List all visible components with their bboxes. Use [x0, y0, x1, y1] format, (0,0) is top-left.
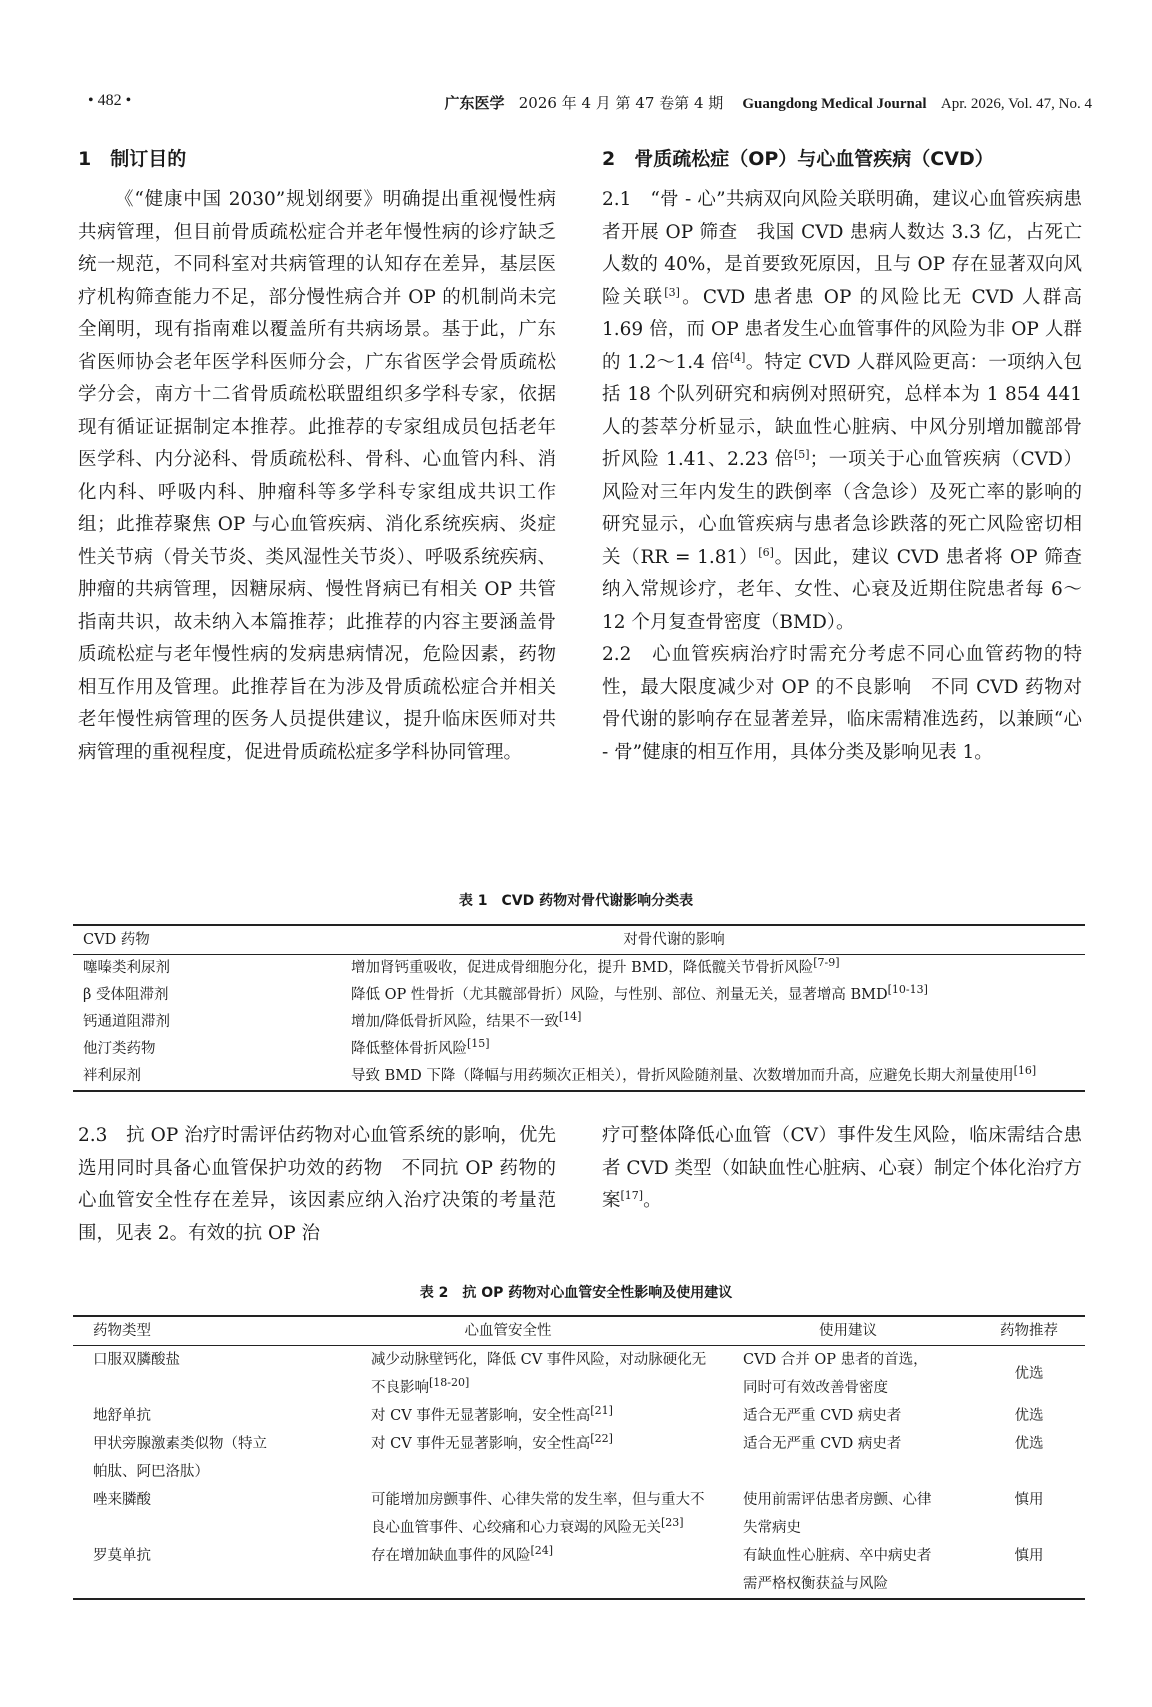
journal-info — [444, 92, 1092, 113]
table-row: 噻嗪类利尿剂 增加肾钙重吸收，促进成骨细胞分化，提升 BMD，降低髋关节骨折风险[7-9] — [83, 956, 840, 976]
table-row: 钙通道阻滞剂 增加/降低骨折风险，结果不一致[14] — [83, 1010, 582, 1030]
table-row: 袢利尿剂 导致 BMD 下降（降幅与用药频次正相关），骨折风险随剂量、次数增加而升高，应避免长期大剂量使用[16] — [83, 1064, 1037, 1084]
table-row: 甲状旁腺激素类似物（特立帕肽、阿巴洛肽） 对 CV 事件无显著影响，安全性高[22] 适合无严重 CVD 病史者 优选 — [93, 1432, 1044, 1480]
table-row: 口服双膦酸盐 减少动脉壁钙化，降低 CV 事件风险，对动脉硬化无不良影响[18-20] CVD 合并 OP 患者的首选，同时可有效改善骨密度 优选 — [93, 1352, 1044, 1396]
citation: [5] — [794, 447, 810, 461]
table-2-header-drug: 药物类型 — [73, 1316, 293, 1346]
paragraph-2-2: 2.2 心血管疾病治疗时需充分考虑不同心血管药物的特性，最大限度减少对 OP 的不良影响 不同 CVD 药物对骨代谢的影响存在显著差异，临床需精准选药，以兼顾“心 - 骨”健康的相互作用，具体分类及影响见表 1。 — [602, 644, 1082, 763]
table-1-caption: 表 1 CVD 药物对骨代谢影响分类表 — [458, 893, 694, 909]
citation: [4] — [729, 350, 746, 364]
page-number: • 482 • — [88, 92, 132, 109]
table-1-header-effect: 对骨代谢的影响 — [263, 925, 1085, 955]
citation: [6] — [758, 545, 774, 559]
table-row: β 受体阻滞剂 降低 OP 性骨折（尤其髋部骨折）风险，与性别、部位、剂量无关，显著增高 BMD[10-13] — [83, 983, 928, 1003]
issue-cn: 2026 年 4 月 第 47 卷第 4 期 — [518, 94, 724, 112]
table-row: 罗莫单抗 存在增加缺血事件的风险[24] 有缺血性心脏病、卒中病史者需严格权衡获益与风险 慎用 — [93, 1544, 1044, 1592]
table-2-caption: 表 2 抗 OP 药物对心血管安全性影响及使用建议 — [419, 1285, 733, 1301]
section-2-title: 2 骨质疏松症（OP）与心血管疾病（CVD） — [602, 148, 994, 170]
paragraph-2-3: 2.3 抗 OP 治疗时需评估药物对心血管系统的影响，优先选用同时具备心血管保护功效的药物 不同抗 OP 药物的心血管安全性存在差异，该因素应纳入治疗决策的考量范围，见表 2。有效的抗 OP 治 — [78, 1125, 556, 1244]
mid-left-column — [78, 1120, 556, 1250]
mid-right-column — [602, 1120, 1082, 1218]
section-1-paragraph: 《“健康中国 2030”规划纲要》明确提出重视慢性病共病管理，但目前骨质疏松症合并老年慢性病的诊疗缺乏统一规范，不同科室对共病管理的认知存在差异，基层医疗机构筛查能力不足，部分慢性病合并 OP 的机制尚未完全阐明，现有指南难以覆盖所有共病场景。基于此，广东省医师协会老年医学科医师分会，广东省医学会骨质疏松学分会，南方十二省骨质疏松联盟组织多学科专家，依据现有循证证据制定本推荐。此推荐的专家组成员包括老年医学科、内分泌科、骨质疏松科、骨科、心血管内科、消化内科、呼吸内科、肿瘤科等多学科专家组成共识工作组；此推荐聚焦 OP 与心血管疾病、消化系统疾病、炎症性关节病（骨关节炎、类风湿性关节炎）、呼吸系统疾病、肿瘤的共病管理，因糖尿病、慢性肾病已有相关 OP 共管指南共识，故未纳入本篇推荐；此推荐的内容主要涵盖骨质疏松症与老年慢性病的发病患病情况，危险因素，药物相互作用及管理。此推荐旨在为涉及骨质疏松症合并相关老年慢性病管理的医务人员提供建议，提升临床医师对共病管理的重视程度，促进骨质疏松症多学科协同管理。 — [78, 189, 556, 763]
journal-en: Guangdong Medical Journal — [742, 96, 927, 112]
right-column — [602, 140, 1082, 769]
table-2-header-safety: 心血管安全性 — [293, 1316, 723, 1346]
paragraph-2-1: 2.1 “骨 - 心”共病双向风险关联明确，建议心血管疾病患者开展 OP 筛查 我国 CVD 患病人数达 3.3 亿，占死亡人数的 40%，是首要致死原因，且与 OP 存在显著双向风险关联[3]。CVD 患者患 OP 的风险比无 CVD 人群高 1.69 倍，而 OP 患者发生心血管事件的风险为非 OP 人群的 1.2～1.4 倍[4]。特定 CVD 人群风险更高：一项纳入包括 18 个队列研究和病例对照研究，总样本为 1 854 441 人的荟萃分析显示，缺血性心脏病、中风分别增加髋部骨折风险 1.41、2.23 倍[5]；一项关于心血管疾病（CVD）风险对三年内发生的跌倒率（含急诊）及死亡率的影响的研究显示，心血管疾病与患者急诊跌落的死亡风险密切相关（RR = 1.81）[6]。因此，建议 CVD 患者将 OP 筛查纳入常规诊疗，老年、女性、心衰及近期住院患者每 6～12 个月复查骨密度（BMD）。 — [602, 189, 1082, 633]
paragraph-2-3-continued: 疗可整体降低心血管（CV）事件发生风险，临床需结合患者 CVD 类型（如缺血性心脏病、心衰）制定个体化治疗方案[17]。 — [602, 1125, 1082, 1211]
section-1-title: 1 制订目的 — [78, 148, 187, 170]
citation: [3] — [664, 285, 680, 299]
issue-en: Apr. 2026, Vol. 47, No. 4 — [940, 96, 1092, 112]
table-1-header-drug: CVD 药物 — [73, 925, 263, 955]
table-row: 唑来膦酸 可能增加房颤事件、心律失常的发生率，但与重大不良心血管事件、心绞痛和心力衰竭的风险无关[23] 使用前需评估患者房颤、心律失常病史 慎用 — [93, 1492, 1044, 1536]
table-2 — [73, 1315, 1085, 1600]
table-2-header-recommendation: 药物推荐 — [973, 1316, 1085, 1346]
citation: [17] — [620, 1188, 644, 1202]
table-row: 他汀类药物 降低整体骨折风险[15] — [83, 1037, 490, 1057]
table-2-header-advice: 使用建议 — [723, 1316, 973, 1346]
journal-cn: 广东医学 — [444, 96, 505, 112]
running-header — [78, 92, 1092, 122]
table-1 — [73, 924, 1085, 1092]
table-row: 地舒单抗 对 CV 事件无显著影响，安全性高[21] 适合无严重 CVD 病史者 优选 — [93, 1404, 1044, 1424]
left-column — [78, 140, 556, 769]
